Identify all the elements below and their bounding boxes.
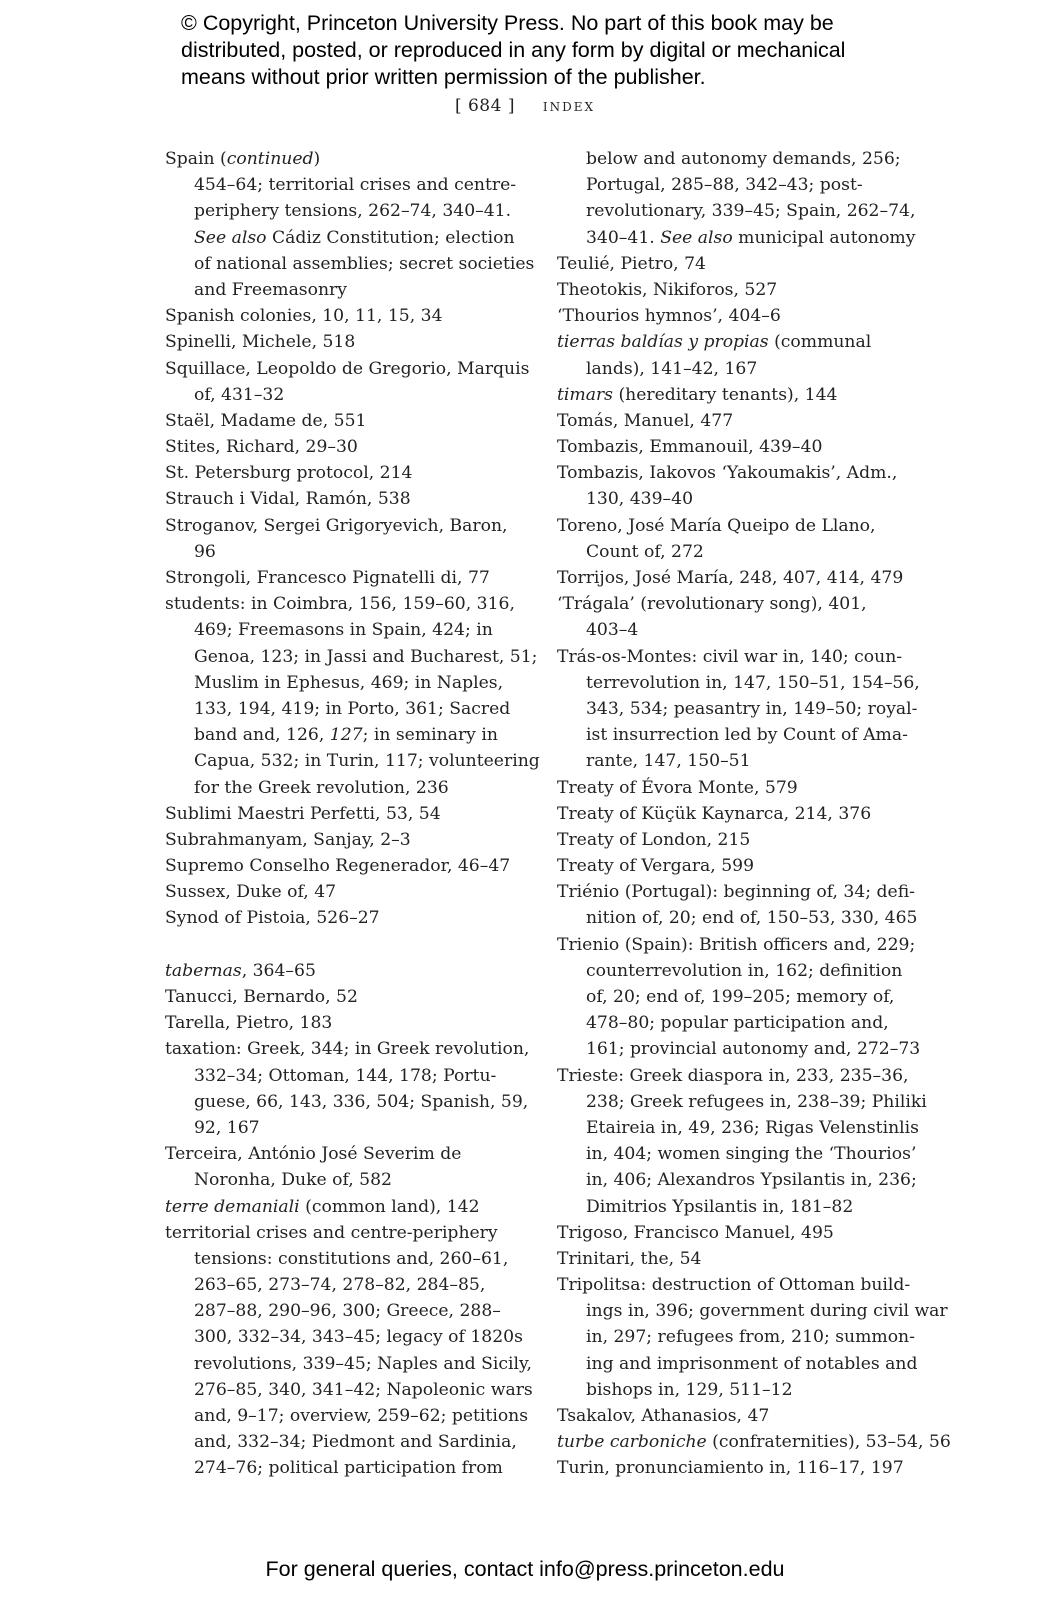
index-entry: Trienio (Spain): British officers and, 229;: [557, 934, 916, 955]
index-continuation-line: 130, 439–40: [586, 489, 694, 510]
index-continuation-line: ist insurrection led by Count of Ama-: [586, 725, 908, 746]
index-continuation-line: 92, 167: [194, 1117, 260, 1138]
index-continuation-line: nition of, 20; end of, 150–53, 330, 465: [586, 908, 918, 929]
index-entry: Toreno, José María Queipo de Llano,: [557, 515, 876, 536]
index-continuation-line: counterrevolution in, 162; definition: [586, 960, 903, 981]
index-continuation-line: ings in, 396; government during civil war: [586, 1301, 948, 1322]
index-entry: Strauch i Vidal, Ramón, 538: [165, 489, 411, 510]
index-entry: Squillace, Leopoldo de Gregorio, Marquis: [165, 358, 530, 379]
index-entry: Trieste: Greek diaspora in, 233, 235–36,: [557, 1065, 909, 1086]
index-continuation-line: Noronha, Duke of, 582: [194, 1170, 392, 1191]
index-entry: Treaty of London, 215: [557, 829, 751, 850]
index-continuation-line: ing and imprisonment of notables and: [586, 1353, 918, 1374]
running-head-title: index: [542, 96, 596, 116]
index-continuation-line: 343, 534; peasantry in, 149–50; royal-: [586, 698, 918, 719]
index-column-left: [165, 146, 540, 1482]
copyright-notice: [181, 10, 1001, 91]
index-entry: Tripolitsa: destruction of Ottoman build-: [557, 1275, 911, 1296]
index-continuation-line: lands), 141–42, 167: [586, 358, 758, 379]
copyright-line: means without prior written permission of the publisher.: [181, 65, 706, 89]
index-entry: students: in Coimbra, 156, 159–60, 316,: [165, 594, 515, 615]
index-continuation-line: 478–80; popular participation and,: [586, 1013, 889, 1034]
index-continuation-line: in, 406; Alexandros Ypsilantis in, 236;: [586, 1170, 917, 1191]
index-entry: Sussex, Duke of, 47: [165, 882, 337, 903]
index-continuation-line: and, 332–34; Piedmont and Sardinia,: [194, 1432, 517, 1453]
index-continuation-line: rante, 147, 150–51: [586, 751, 751, 772]
index-continuation-line: terrevolution in, 147, 150–51, 154–56,: [586, 672, 920, 693]
index-entry: Stroganov, Sergei Grigoryevich, Baron,: [165, 515, 508, 536]
index-continuation-line: of, 20; end of, 199–205; memory of,: [586, 987, 895, 1007]
index-continuation-line: 133, 194, 419; in Porto, 361; Sacred: [194, 698, 511, 719]
index-entry: Staël, Madame de, 551: [165, 410, 367, 431]
index-entry: Tombazis, Iakovos ‘Yakoumakis’, Adm.,: [557, 463, 898, 484]
index-entry: Strongoli, Francesco Pignatelli di, 77: [165, 568, 490, 588]
index-entry: Tsakalov, Athanasios, 47: [557, 1406, 770, 1426]
index-continuation-line: 403–4: [586, 620, 639, 641]
index-continuation-line: and, 9–17; overview, 259–62; petitions: [194, 1406, 529, 1426]
copyright-line: distributed, posted, or reproduced in any form by digital or mechanical: [181, 38, 846, 62]
index-continuation-line: See also Cádiz Constitution; election: [194, 227, 515, 248]
index-continuation-line: Capua, 532; in Turin, 117; volunteering: [194, 751, 540, 772]
index-continuation-line: band and, 126, 127; in seminary in: [194, 725, 498, 746]
index-entry: Spinelli, Michele, 518: [165, 332, 356, 353]
index-entry: Treaty of Küçük Kaynarca, 214, 376: [557, 803, 872, 824]
index-entry: Stites, Richard, 29–30: [165, 437, 358, 458]
index-continuation-line: periphery tensions, 262–74, 340–41.: [194, 201, 512, 222]
index-continuation-line: revolutionary, 339–45; Spain, 262–74,: [586, 201, 916, 222]
index-entry: taxation: Greek, 344; in Greek revolution,: [165, 1039, 530, 1060]
index-continuation-line: revolutions, 339–45; Naples and Sicily,: [194, 1353, 532, 1374]
index-continuation-line: 96: [194, 541, 216, 562]
index-entry: tabernas, 364–65: [165, 960, 316, 981]
index-entry: Sublimi Maestri Perfetti, 53, 54: [165, 803, 441, 824]
index-continuation-line: below and autonomy demands, 256;: [586, 149, 901, 169]
index-entry: Spanish colonies, 10, 11, 15, 34: [165, 306, 443, 327]
index-entry: Spain (continued): [165, 149, 321, 169]
index-entry: ‘Trágala’ (revolutionary song), 401,: [557, 594, 867, 615]
index-continuation-line: 300, 332–34, 343–45; legacy of 1820s: [194, 1327, 523, 1348]
index-continuation-line: guese, 66, 143, 336, 504; Spanish, 59,: [194, 1091, 529, 1112]
index-continuation-line: Etaireia in, 49, 236; Rigas Velenstinlis: [586, 1117, 919, 1138]
index-continuation-line: in, 297; refugees from, 210; summon-: [586, 1327, 915, 1348]
index-continuation-line: bishops in, 129, 511–12: [586, 1379, 793, 1400]
index-continuation-line: 263–65, 273–74, 278–82, 284–85,: [194, 1275, 486, 1296]
index-entry: Triénio (Portugal): beginning of, 34; defi-: [557, 882, 915, 903]
index-continuation-line: 469; Freemasons in Spain, 424; in: [194, 620, 493, 641]
index-entry: Tarella, Pietro, 183: [165, 1013, 333, 1034]
index-continuation-line: Dimitrios Ypsilantis in, 181–82: [586, 1196, 854, 1217]
index-continuation-line: 454–64; territorial crises and centre-: [194, 175, 517, 196]
index-entry: territorial crises and centre-periphery: [165, 1222, 498, 1243]
index-entry: Trás-os-Montes: civil war in, 140; coun-: [557, 646, 903, 667]
index-entry: Terceira, António José Severim de: [165, 1144, 462, 1165]
running-head: [0, 96, 1050, 116]
index-continuation-line: 340–41. See also municipal autonomy: [586, 227, 916, 248]
index-continuation-line: Genoa, 123; in Jassi and Bucharest, 51;: [194, 646, 538, 667]
index-entry: Supremo Conselho Regenerador, 46–47: [165, 856, 511, 877]
index-entry: Theotokis, Nikiforos, 527: [557, 279, 778, 300]
index-continuation-line: and Freemasonry: [194, 279, 347, 300]
index-continuation-line: tensions: constitutions and, 260–61,: [194, 1248, 509, 1269]
index-continuation-line: 332–34; Ottoman, 144, 178; Portu-: [194, 1065, 497, 1086]
index-entry: tierras baldías y propias (communal: [557, 332, 872, 353]
index-entry: Turin, pronunciamiento in, 116–17, 197: [557, 1458, 904, 1479]
index-entry: St. Petersburg protocol, 214: [165, 463, 413, 484]
index-entry: Treaty of Vergara, 599: [557, 856, 755, 877]
index-continuation-line: 238; Greek refugees in, 238–39; Philiki: [586, 1091, 927, 1112]
index-entry: Torrijos, José María, 248, 407, 414, 479: [557, 568, 904, 588]
index-entry: ‘Thourios hymnos’, 404–6: [557, 306, 781, 327]
index-entry: Treaty of Évora Monte, 579: [557, 777, 798, 798]
index-entry: Subrahmanyam, Sanjay, 2–3: [165, 829, 411, 850]
index-continuation-line: of, 431–32: [194, 384, 285, 405]
footer-contact: For general queries, contact info@press.princeton.edu: [265, 1557, 785, 1581]
index-entry: turbe carboniche (confraternities), 53–54, 56: [557, 1432, 951, 1453]
index-continuation-line: 287–88, 290–96, 300; Greece, 288–: [194, 1301, 501, 1322]
index-continuation-line: 276–85, 340, 341–42; Napoleonic wars: [194, 1379, 533, 1400]
index-continuation-line: 274–76; political participation from: [194, 1458, 503, 1479]
copyright-line: © Copyright, Princeton University Press. No part of this book may be: [181, 11, 834, 35]
index-entry: Tanucci, Bernardo, 52: [165, 987, 358, 1007]
index-entry: terre demaniali (common land), 142: [165, 1196, 480, 1217]
index-continuation-line: for the Greek revolution, 236: [194, 777, 449, 798]
index-entry: Tombazis, Emmanouil, 439–40: [557, 437, 823, 458]
page-number: [ 684 ]: [454, 96, 515, 116]
index-entry: Teulié, Pietro, 74: [557, 253, 706, 274]
index-continuation-line: in, 404; women singing the ‘Thourios’: [586, 1144, 917, 1165]
index-entry: timars (hereditary tenants), 144: [557, 384, 838, 405]
index-entry: Trinitari, the, 54: [557, 1248, 702, 1269]
index-spacer: [165, 932, 540, 958]
index-continuation-line: 161; provincial autonomy and, 272–73: [586, 1039, 921, 1060]
index-entry: Trigoso, Francisco Manuel, 495: [557, 1222, 834, 1243]
index-column-right: [557, 146, 951, 1482]
index-continuation-line: Portugal, 285–88, 342–43; post-: [586, 175, 863, 196]
index-entry: Synod of Pistoia, 526–27: [165, 908, 380, 929]
index-entry: Tomás, Manuel, 477: [557, 410, 734, 431]
index-continuation-line: Count of, 272: [586, 541, 704, 562]
index-continuation-line: Muslim in Ephesus, 469; in Naples,: [194, 672, 504, 693]
index-continuation-line: of national assemblies; secret societies: [194, 253, 535, 274]
